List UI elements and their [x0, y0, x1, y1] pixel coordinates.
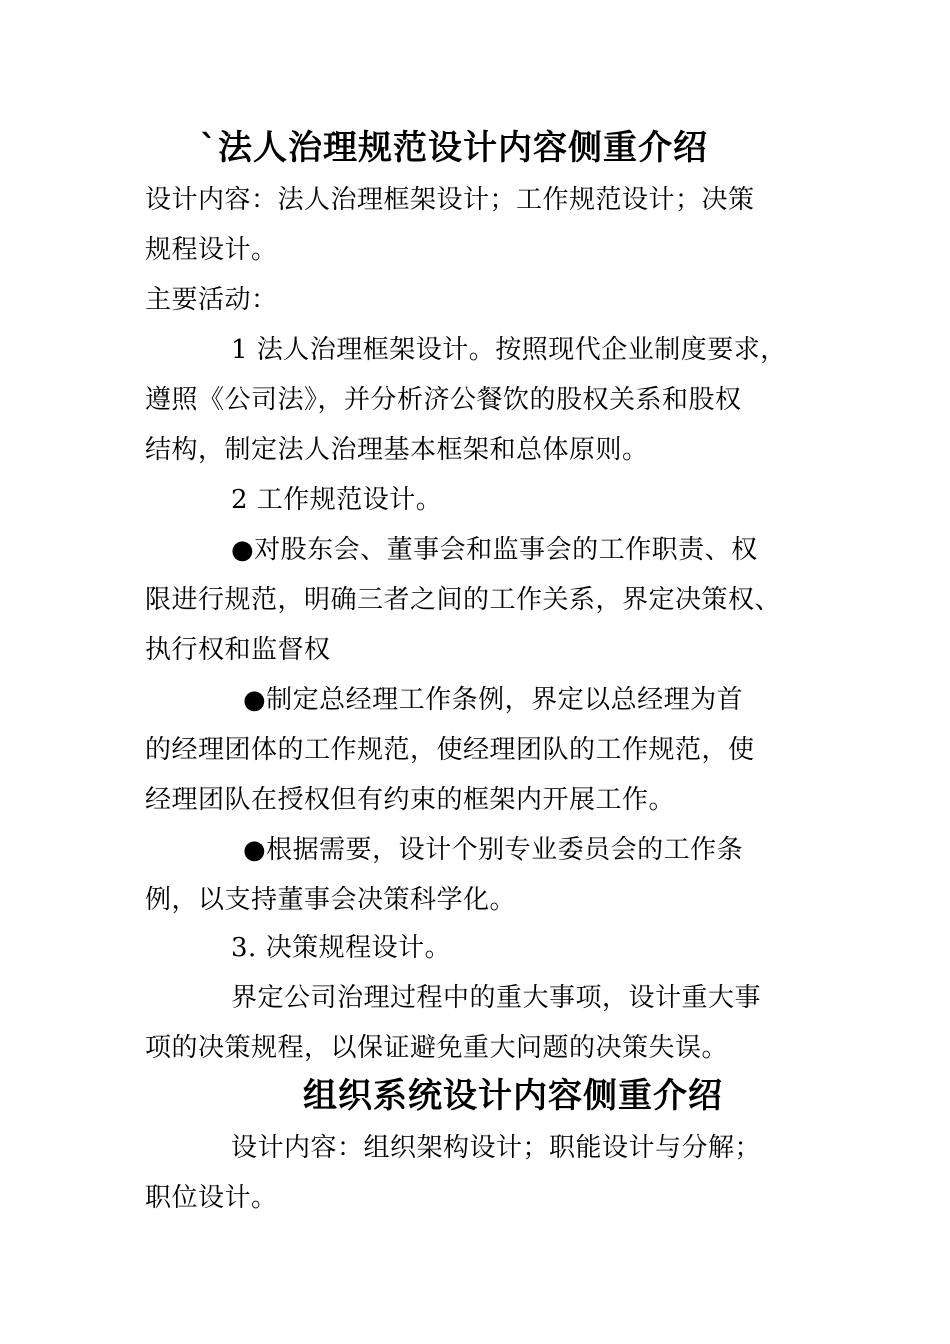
- section1-line-15: 3. 决策规程设计。: [231, 933, 452, 963]
- section1-line-10: ●制定总经理工作条例，界定以总经理为首: [243, 685, 744, 715]
- section1-line-2: 主要活动：: [145, 285, 278, 315]
- section2-line-1: 职位设计。: [145, 1183, 278, 1213]
- section1-line-16: 界定公司治理过程中的重大事项，设计重大事: [231, 983, 762, 1013]
- section1-line-4: 遵照《公司法》，并分析济公餐饮的股权关系和股权: [145, 385, 742, 415]
- section1-line-1: 规程设计。: [145, 235, 278, 265]
- section1-line-3: 1 法人治理框架设计。按照现代企业制度要求，: [231, 335, 787, 365]
- section1-line-9: 执行权和监督权: [145, 635, 331, 665]
- section1-line-0: 设计内容：法人治理框架设计；工作规范设计；决策: [145, 185, 755, 215]
- section1-line-14: 例，以支持董事会决策科学化。: [145, 885, 517, 915]
- section1-line-12: 经理团队在授权但有约束的框架内开展工作。: [145, 785, 676, 815]
- section1-line-17: 项的决策规程，以保证避免重大问题的决策失误。: [145, 1033, 729, 1063]
- section1-title: `法人治理规范设计内容侧重介绍: [200, 128, 708, 168]
- section1-line-8: 限进行规范，明确三者之间的工作关系，界定决策权、: [145, 585, 782, 615]
- section1-line-5: 结构，制定法人治理基本框架和总体原则。: [145, 435, 649, 465]
- section1-line-7: ●对股东会、董事会和监事会的工作职责、权: [231, 535, 758, 565]
- section2-title: 组织系统设计内容侧重介绍: [303, 1076, 723, 1116]
- section1-line-13: ●根据需要，设计个别专业委员会的工作条: [243, 835, 744, 865]
- section1-line-6: 2 工作规范设计。: [231, 485, 443, 515]
- section1-line-11: 的经理团体的工作规范，使经理团队的工作规范，使: [145, 735, 755, 765]
- section2-line-0: 设计内容：组织架构设计；职能设计与分解；: [231, 1133, 762, 1163]
